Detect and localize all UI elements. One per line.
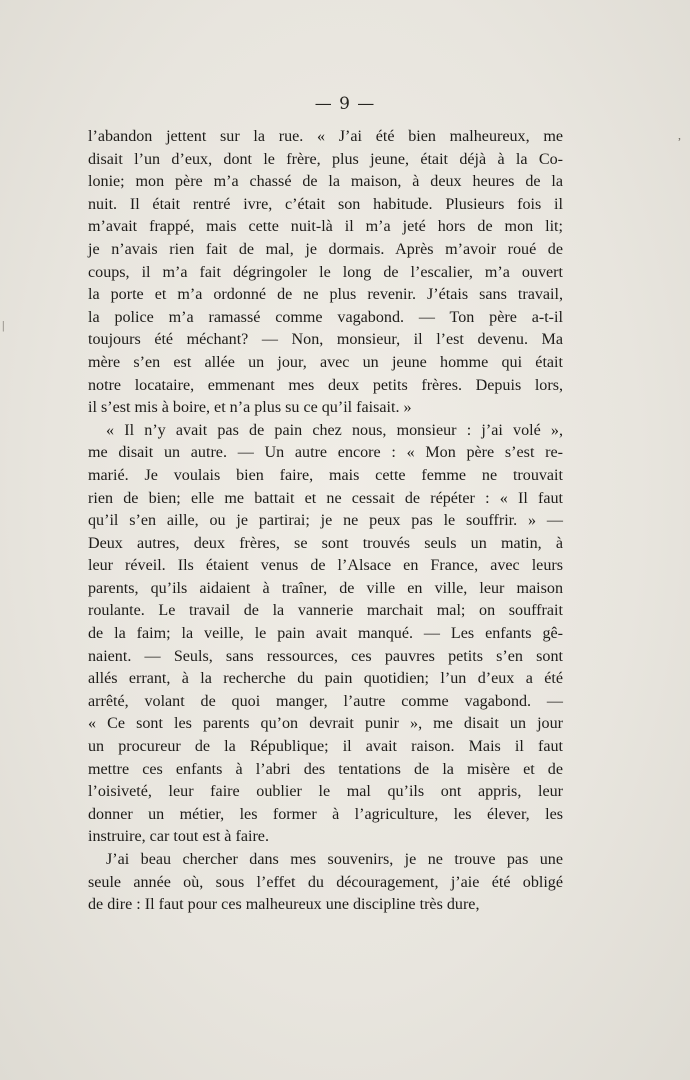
text-line: lonie; mon père m’a chassé de la maison, à deux heures de la xyxy=(88,173,563,191)
text-line: disait l’un d’eux, dont le frère, plus jeune, était déjà à la Co- xyxy=(88,150,563,168)
paragraph xyxy=(88,126,563,420)
text-line: roulante. Le travail de la vannerie marchait mal; on souffrait xyxy=(88,602,563,620)
text-line: coups, il m’a fait dégringoler le long de l’escalier, m’a ouvert xyxy=(88,263,563,281)
text-line: mettre ces enfants à l’abri des tentations de la misère et de xyxy=(88,760,563,778)
text-line: marié. Je voulais bien faire, mais cette femme ne trouvait xyxy=(88,466,563,484)
text-line: m’avait frappé, mais cette nuit-là il m’a jeté hors de mon lit; xyxy=(88,218,563,236)
text-line: de dire : Il faut pour ces malheureux une discipline très dure, xyxy=(88,896,480,914)
text-line: allés errant, à la recherche du pain quotidien; l’un d’eux a été xyxy=(88,670,563,688)
text-line: je n’avais rien fait de mal, je dormais. Après m’avoir roué de xyxy=(88,240,563,258)
body-text xyxy=(88,126,563,917)
text-line: leur réveil. Ils étaient venus de l’Alsace en France, avec leurs xyxy=(88,557,563,575)
text-line: l’oisiveté, leur faire oublier le mal qu’ils ont appris, leur xyxy=(88,783,563,801)
text-line: toujours été méchant? — Non, monsieur, il l’est devenu. Ma xyxy=(88,331,563,349)
text-line: « Ce sont les parents qu’on devrait punir », me disait un jour xyxy=(88,715,563,733)
text-line: nuit. Il était rentré ivre, c’était son habitude. Plusieurs fois il xyxy=(88,195,563,213)
text-line: J’ai beau chercher dans mes souvenirs, je ne trouve pas une xyxy=(106,851,563,868)
paragraph xyxy=(88,420,563,849)
text-line: la police m’a ramassé comme vagabond. — Ton père a-t-il xyxy=(88,308,563,326)
text-line: arrêté, volant de quoi manger, l’autre comme vagabond. — xyxy=(88,692,563,710)
paragraph xyxy=(88,849,563,917)
text-line: instruire, car tout est à faire. xyxy=(88,828,269,846)
text-line: « Il n’y avait pas de pain chez nous, monsieur : j’ai volé », xyxy=(106,421,563,439)
text-line: l’abandon jettent sur la rue. « J’ai été bien malheureux, me xyxy=(88,128,563,145)
text-line: parents, qu’ils aidaient à traîner, de ville en ville, leur maison xyxy=(88,579,563,597)
text-line: Deux autres, deux frères, se sont trouvés seuls un matin, à xyxy=(88,534,563,552)
margin-tick-left: | xyxy=(2,318,5,332)
text-line: seule année où, sous l’effet du découragement, j’aie été obligé xyxy=(88,873,563,891)
text-line: un procureur de la République; il avait raison. Mais il faut xyxy=(88,738,563,756)
text-line: de la faim; la veille, le pain avait manqué. — Les enfants gê- xyxy=(88,625,563,643)
page-number: — 9 — xyxy=(314,94,376,114)
text-line: rien de bien; elle me battait et ne cessait de répéter : « Il faut xyxy=(88,489,563,507)
text-line: notre locataire, emmenant mes deux petits frères. Depuis lors, xyxy=(88,376,563,394)
text-line: donner un métier, les former à l’agriculture, les élever, les xyxy=(88,805,563,823)
margin-tick-right: , xyxy=(678,128,681,142)
text-line: naient. — Seuls, sans ressources, ces pauvres petits s’en sont xyxy=(88,647,563,665)
text-line: mère s’en est allée un jour, avec un jeune homme qui était xyxy=(88,353,563,371)
text-line: me disait un autre. — Un autre encore : « Mon père s’est re- xyxy=(88,444,563,462)
text-line: la porte et m’a ordonné de ne plus revenir. J’étais sans travail, xyxy=(88,286,563,304)
text-line: qu’il s’en aille, ou je partirai; je ne peux pas le souffrir. » — xyxy=(88,512,563,530)
text-line: il s’est mis à boire, et n’a plus su ce qu’il faisait. » xyxy=(88,399,412,417)
